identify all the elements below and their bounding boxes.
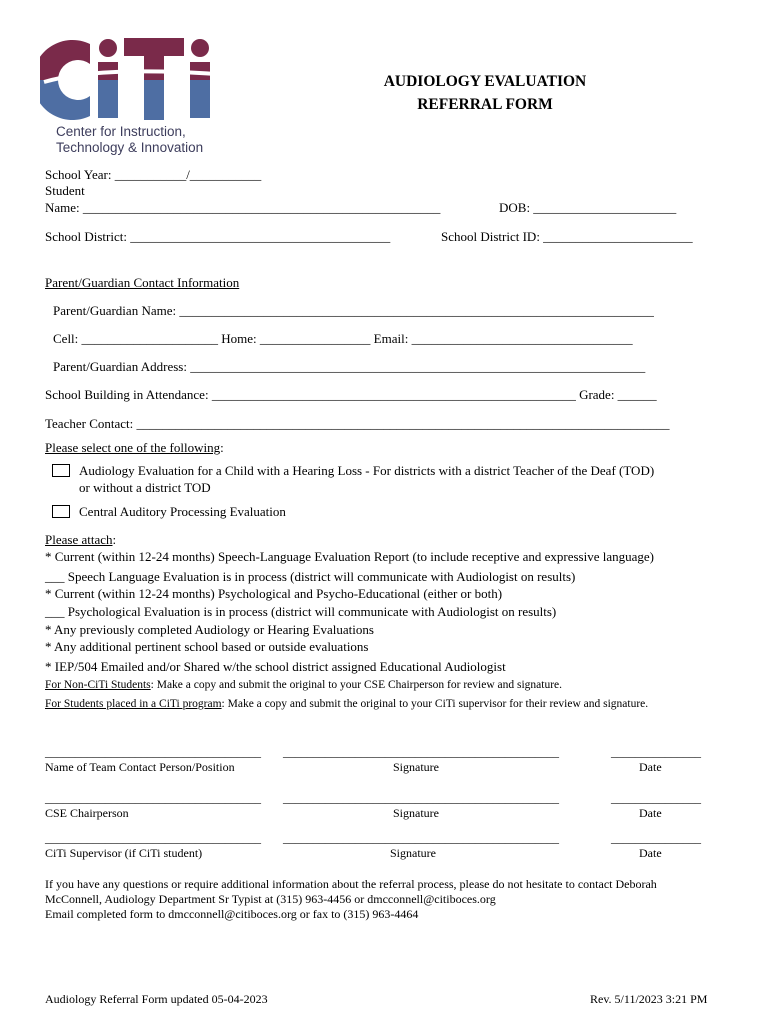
signature-caption-signature: Signature (393, 806, 439, 820)
school-building-field[interactable]: School Building in Attendance: ________________________________________________________ Grade: ______ (45, 387, 657, 402)
attach-item: * Any additional pertinent school based or outside evaluations (45, 639, 369, 654)
attach-item: * IEP/504 Emailed and/or Shared w/the school district assigned Educational Audiologist (45, 659, 506, 674)
attach-item[interactable]: ___ Psychological Evaluation is in process (district will communicate with Audiologist on results) (45, 604, 557, 619)
citi-instructions (45, 698, 648, 710)
option-capd-label: Central Auditory Processing Evaluation (79, 504, 286, 519)
contact-note-line1: If you have any questions or require additional information about the referral process, please do not hesitate to contact Deborah (45, 877, 657, 891)
selection-heading-colon: : (220, 440, 224, 455)
citi-logo-mark (40, 36, 220, 122)
signature-caption-name: CSE Chairperson (45, 806, 129, 820)
guardian-name-field[interactable]: Parent/Guardian Name: _________________________________________________________________________ (53, 303, 654, 318)
logo-line1: Center for Instruction, (56, 124, 186, 139)
option-hearing-loss-checkbox[interactable] (52, 464, 70, 477)
signature-line-date[interactable]: _______________ (611, 791, 701, 805)
signature-caption-name: Name of Team Contact Person/Position (45, 760, 235, 774)
signature-line-date[interactable]: _______________ (611, 745, 701, 759)
student-label: Student (45, 183, 85, 198)
school-year-field[interactable]: School Year: ___________/___________ (45, 167, 262, 182)
attach-heading-colon: : (112, 532, 117, 547)
selection-heading-text: Please select one of the following (45, 440, 221, 455)
signature-line-name[interactable]: ____________________________________ (45, 791, 261, 805)
signature-caption-name: CiTi Supervisor (if CiTi student) (45, 846, 203, 860)
dob-field[interactable]: DOB: ______________________ (499, 200, 677, 215)
signature-line-date[interactable]: _______________ (611, 831, 701, 845)
signature-line-name[interactable]: ____________________________________ (45, 831, 261, 845)
footer-revision: Rev. 5/11/2023 3:21 PM (590, 992, 708, 1006)
signature-line-signature[interactable]: ______________________________________________ (283, 791, 559, 805)
footer-updated: Audiology Referral Form updated 05-04-2023 (45, 992, 268, 1006)
logo-line2: Technology & Innovation (56, 140, 204, 155)
guardian-phone-email-fields[interactable]: Cell: _____________________ Home: _________________ Email: __________________________________ (53, 331, 633, 346)
non-citi-text: : Make a copy and submit the original to your CSE Chairperson for review and signature. (150, 679, 563, 691)
attach-item[interactable]: ___ Speech Language Evaluation is in process (district will communicate with Audiologist on results) (45, 569, 576, 584)
selection-heading (45, 440, 224, 456)
guardian-heading: Parent/Guardian Contact Information (45, 275, 240, 290)
signature-line-name[interactable]: ____________________________________ (45, 745, 261, 759)
citi-text: : Make a copy and submit the original to your CiTi supervisor for their review and signature. (221, 698, 649, 710)
teacher-contact-field[interactable]: Teacher Contact: __________________________________________________________________________________ (45, 416, 670, 431)
contact-note-line2: McConnell, Audiology Department Sr Typist at (315) 963-4456 or dmcconnell@citiboces.org (45, 892, 496, 906)
page-title-line1: AUDIOLOGY EVALUATION (383, 73, 587, 90)
non-citi-instructions (45, 679, 562, 691)
attach-item: * Current (within 12-24 months) Speech-Language Evaluation Report (to include receptive and expressive language) (45, 549, 655, 564)
attach-heading (45, 532, 116, 548)
citi-label: For Students placed in a CiTi program (45, 698, 222, 710)
contact-note-line3: Email completed form to dmcconnell@citiboces.org or fax to (315) 963-4464 (45, 907, 419, 921)
guardian-address-field[interactable]: Parent/Guardian Address: ______________________________________________________________________ (53, 359, 646, 374)
signature-caption-signature: Signature (393, 760, 439, 774)
non-citi-label: For Non-CiTi Students (45, 679, 151, 691)
signature-caption-date: Date (639, 806, 662, 820)
option-hearing-loss-label-line2: or without a district TOD (79, 480, 211, 495)
attach-item: * Any previously completed Audiology or Hearing Evaluations (45, 622, 374, 637)
attach-item: * Current (within 12-24 months) Psychological and Psycho-Educational (either or both) (45, 586, 503, 601)
citi-logo (40, 36, 240, 156)
attach-heading-text: Please attach (45, 532, 113, 547)
signature-caption-signature: Signature (390, 846, 436, 860)
school-district-field[interactable]: School District: ________________________________________ (45, 229, 391, 244)
page-title-line2: REFERRAL FORM (417, 96, 553, 113)
page-title (345, 70, 625, 116)
signature-line-signature[interactable]: ______________________________________________ (283, 831, 559, 845)
signature-caption-date: Date (639, 760, 662, 774)
signature-caption-date: Date (639, 846, 662, 860)
signature-line-signature[interactable]: ______________________________________________ (283, 745, 559, 759)
student-name-field[interactable]: Name: _______________________________________________________ (45, 200, 441, 215)
option-capd-checkbox[interactable] (52, 505, 70, 518)
school-district-id-field[interactable]: School District ID: _______________________ (441, 229, 693, 244)
option-hearing-loss-label-line1: Audiology Evaluation for a Child with a Hearing Loss - For districts with a district Teacher of the Deaf (TOD) (79, 463, 655, 478)
